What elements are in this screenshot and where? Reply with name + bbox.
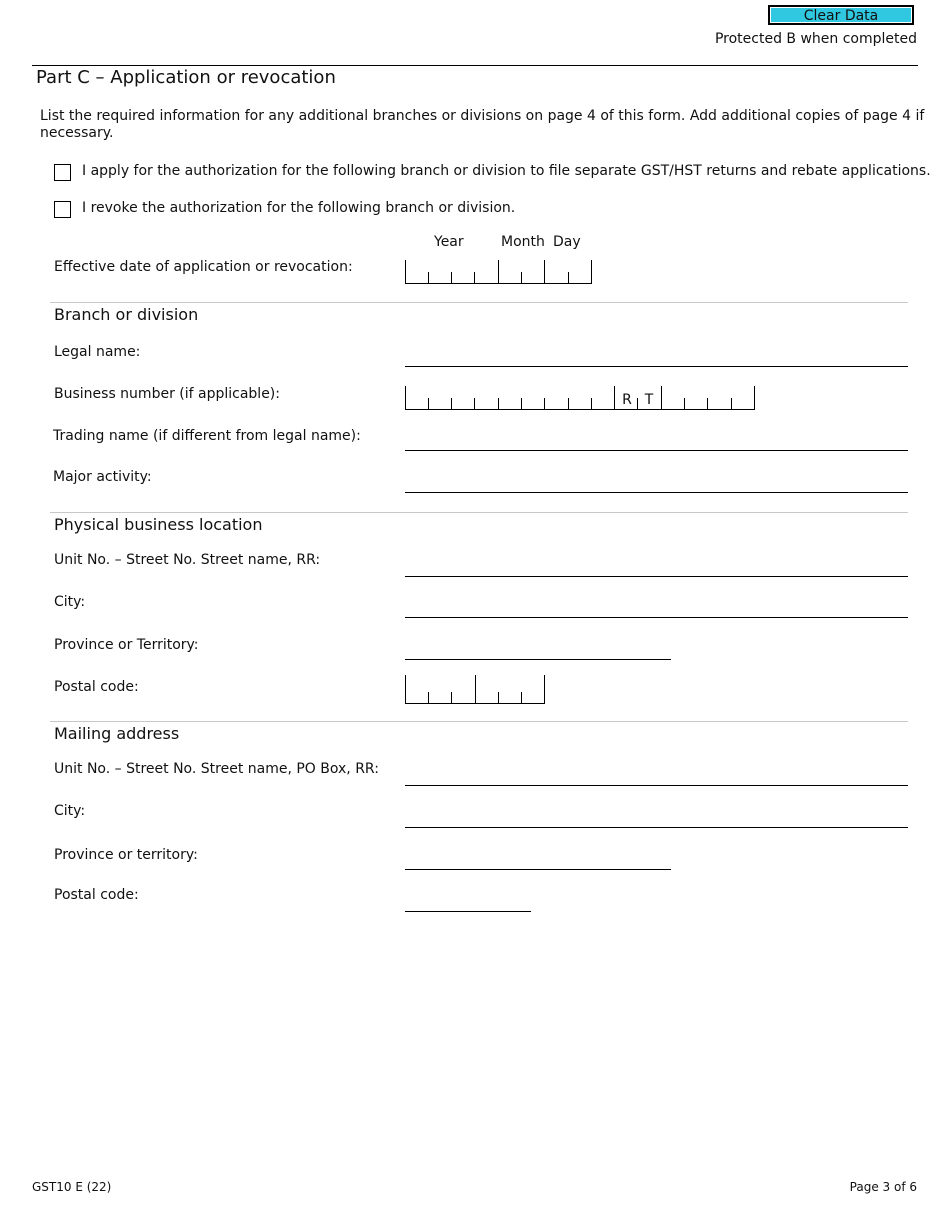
- physical-city-input[interactable]: [405, 617, 908, 618]
- rt-letter-t: T: [644, 392, 654, 408]
- mailing-section-title: Mailing address: [54, 724, 180, 743]
- revoke-checkbox[interactable]: [54, 201, 71, 218]
- physical-divider: [50, 512, 908, 513]
- major-activity-input[interactable]: [405, 492, 908, 493]
- day-header: Day: [553, 234, 581, 250]
- mailing-postal-label: Postal code:: [54, 887, 139, 903]
- effective-date-label: Effective date of application or revocation:: [54, 259, 353, 275]
- revoke-label: I revoke the authorization for the following branch or division.: [82, 200, 516, 216]
- rt-letter-r: R: [622, 392, 632, 408]
- mailing-street-input[interactable]: [405, 785, 908, 786]
- page-number: Page 3 of 6: [849, 1180, 917, 1194]
- mailing-street-label: Unit No. – Street No. Street name, PO Box, RR:: [54, 761, 379, 777]
- instructions-line2: necessary.: [40, 125, 114, 141]
- mailing-province-label: Province or territory:: [54, 847, 198, 863]
- mailing-postal-input[interactable]: [405, 911, 531, 912]
- mailing-divider: [50, 721, 908, 722]
- business-number-label: Business number (if applicable):: [54, 386, 280, 402]
- apply-label: I apply for the authorization for the following branch or division to file separate GST/HST returns and rebate applications.: [82, 163, 931, 179]
- mailing-city-input[interactable]: [405, 827, 908, 828]
- business-number-field[interactable]: [405, 386, 755, 410]
- mailing-city-label: City:: [54, 803, 86, 819]
- instructions-line1: List the required information for any additional branches or divisions on page 4 of this form. Add additional copies of page 4 if: [40, 108, 925, 124]
- protected-notice: Protected B when completed: [714, 31, 917, 47]
- physical-province-label: Province or Territory:: [54, 637, 199, 653]
- physical-city-label: City:: [54, 594, 86, 610]
- major-activity-label: Major activity:: [53, 469, 152, 485]
- physical-postal-field[interactable]: [405, 675, 545, 704]
- trading-name-input[interactable]: [405, 450, 908, 451]
- branch-divider: [50, 302, 908, 303]
- form-identifier: GST10 E (22): [32, 1180, 112, 1194]
- top-divider: [32, 65, 918, 66]
- month-header: Month: [501, 234, 545, 250]
- legal-name-input[interactable]: [405, 366, 908, 367]
- apply-checkbox[interactable]: [54, 164, 71, 181]
- trading-name-label: Trading name (if different from legal name):: [53, 428, 361, 444]
- branch-section-title: Branch or division: [54, 305, 199, 324]
- effective-date-field[interactable]: [405, 260, 592, 284]
- physical-postal-label: Postal code:: [54, 679, 139, 695]
- clear-data-button[interactable]: Clear Data: [768, 5, 914, 25]
- physical-province-input[interactable]: [405, 659, 671, 660]
- physical-section-title: Physical business location: [54, 515, 263, 534]
- part-c-title: Part C – Application or revocation: [36, 67, 336, 88]
- mailing-province-input[interactable]: [405, 869, 671, 870]
- year-header: Year: [434, 234, 464, 250]
- legal-name-label: Legal name:: [54, 344, 141, 360]
- physical-street-label: Unit No. – Street No. Street name, RR:: [54, 552, 321, 568]
- physical-street-input[interactable]: [405, 576, 908, 577]
